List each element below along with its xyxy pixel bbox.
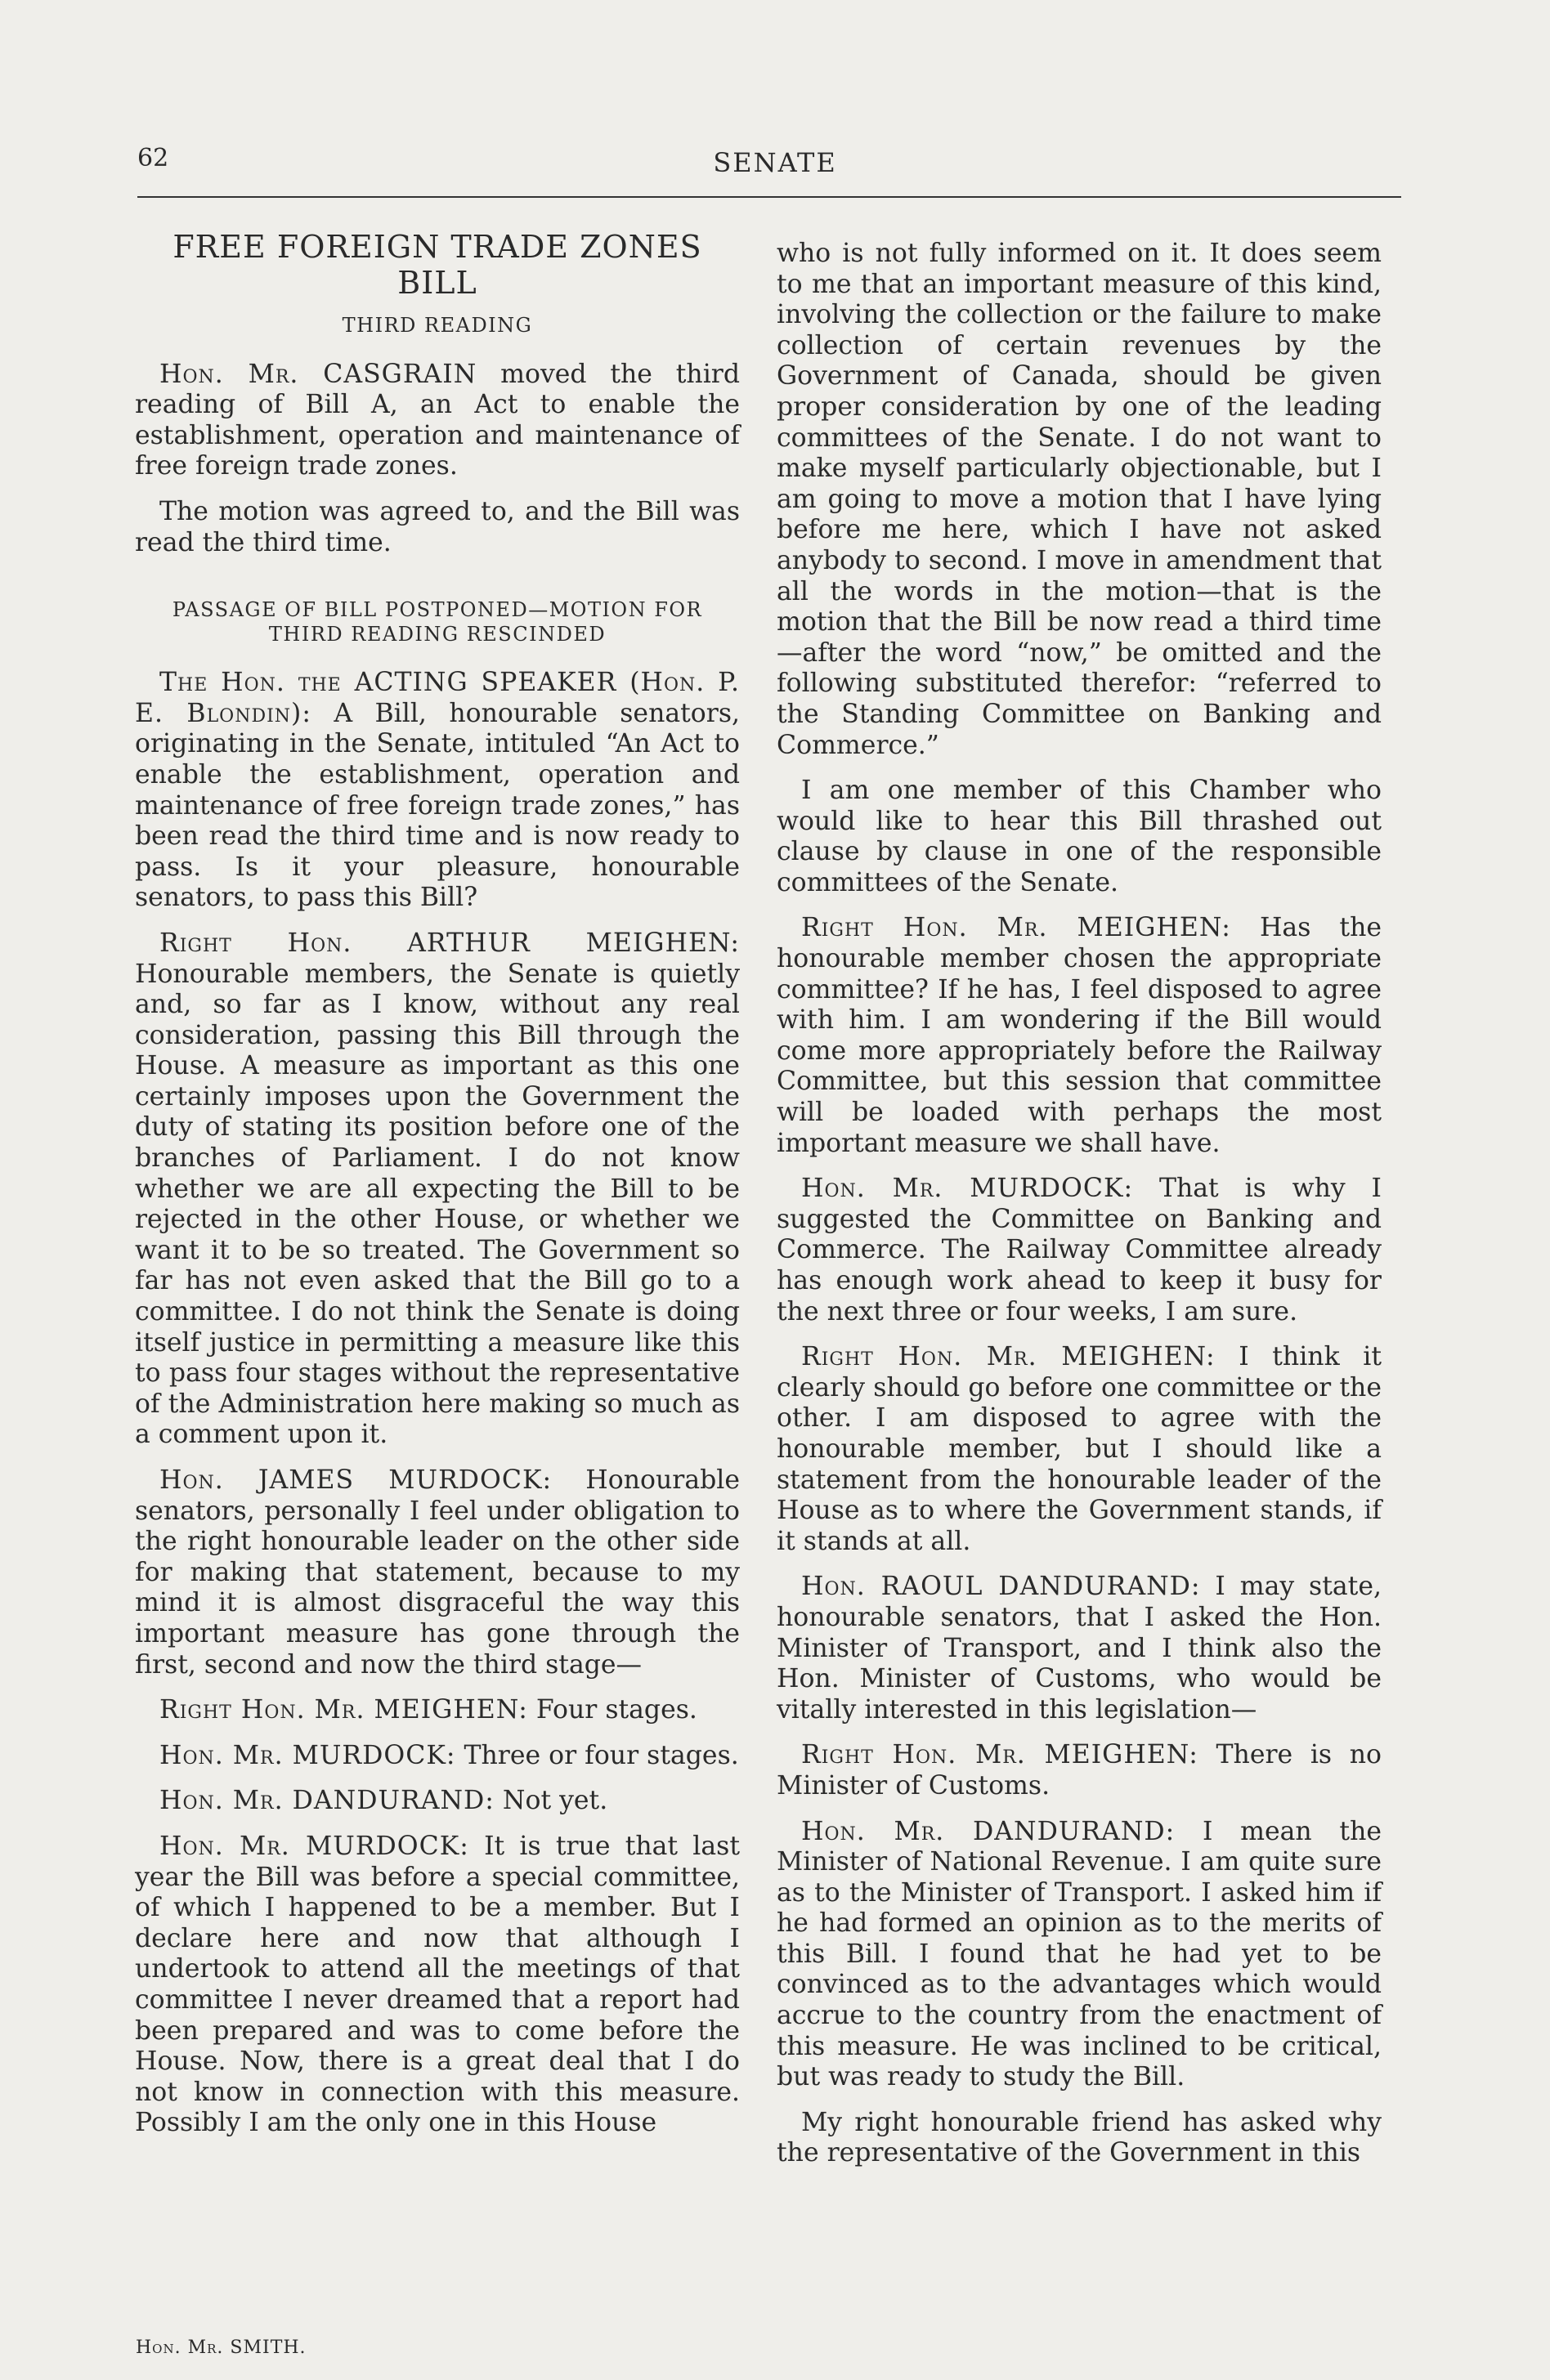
paragraph-text: There is no Minister of Customs. bbox=[777, 1740, 1382, 1801]
speaker-name: Right Hon. Mr. MEIGHEN: bbox=[801, 913, 1231, 943]
paragraph-text: Has the honourable member chosen the appropriate committee? If he has, I feel disposed to agree with him. I am wondering if the Bill would come more appropriately before the Railway Committee, but this session that committee will be loaded with perhaps the most important measure we shall have. bbox=[777, 913, 1382, 1158]
paragraph bbox=[135, 1741, 740, 1772]
page-number: 62 bbox=[137, 144, 169, 172]
paragraph-text: Four stages. bbox=[527, 1695, 697, 1725]
paragraph-text: I think it clearly should go before one committee or the other. I am disposed to agree with the honourable member, but I should like a statement from the honourable leader of the House as to where the Government stands, if it stands at all. bbox=[777, 1342, 1382, 1556]
paragraph-text: I mean the Minister of National Revenue. I am quite sure as to the Minister of Transport. I asked him if he had formed an opinion as to the merits of this Bill. I found that he had yet to be convinced as to the advantages which would accrue to the country from the enactment of this measure. He was inclined to be critical, but was ready to study the Bill. bbox=[777, 1816, 1382, 2092]
speaker-name: Right Hon. Mr. MEIGHEN: bbox=[159, 1695, 528, 1725]
paragraph-text: It is true that last year the Bill was before a special committee, of which I happened to be a member. But I declare here and now that although I undertook to attend all the meetings of that committee I never dreamed that a report had been prepared and was to come before the House. Now, there is a great deal that I do not know in connection with this measure. Possibly I am the only one in this House bbox=[135, 1831, 740, 2138]
footer-speaker-note: Hon. Mr. SMITH. bbox=[136, 2338, 307, 2358]
paragraph bbox=[777, 1740, 1382, 1801]
right-column bbox=[777, 239, 1382, 2184]
paragraph bbox=[135, 668, 740, 914]
paragraph bbox=[777, 913, 1382, 1159]
paragraph-text: Not yet. bbox=[494, 1786, 608, 1816]
paragraph-text: moved the third reading of Bill A, an Act to enable the establishment, operation and maintenance of free foreign trade zones. bbox=[135, 359, 740, 481]
paragraph-text: Honourable senators, personally I feel under obligation to the right honourable leader on the other side for making that statement, because to my mind it is almost disgraceful the way this important measure has gone through the first, second and now the third stage— bbox=[135, 1465, 740, 1680]
speaker-name: Hon. Mr. DANDURAND: bbox=[159, 1786, 495, 1816]
speaker-name: Hon. RAOUL DANDURAND: bbox=[801, 1572, 1201, 1602]
paragraph bbox=[135, 1465, 740, 1680]
speaker-name: Right Hon. Mr. MEIGHEN: bbox=[801, 1342, 1216, 1372]
bill-heading: FREE FOREIGN TRADE ZONES BILL bbox=[172, 229, 702, 301]
paragraph bbox=[135, 360, 740, 482]
paragraph-text: A Bill, honourable senators, originating in the Senate, intituled “An Act to enable the establishment, operation and maintenance of free foreign trade zones,” has been read the third time and is now ready to pass. Is it your pleasure, honourable senators, to pass this Bill? bbox=[135, 698, 740, 913]
section-heading: PASSAGE OF BILL POSTPONED—MOTION FOR THIRD READING RESCINDED bbox=[172, 598, 703, 646]
paragraph-text: Honourable members, the Senate is quietly and, so far as I know, without any real consideration, passing this Bill through the House. A measure as important as this one certainly imposes upon the Government the duty of stating its position before one of the branches of Parliament. I do not know whether we are all expecting the Bill to be rejected in the other House, or whether we want it to be so treated. The Government so far has not even asked that the Bill go to a committee. I do not think the Senate is doing itself justice in permitting a measure like this to pass four stages without the representative of the Administration here making so much as a comment upon it. bbox=[135, 959, 740, 1450]
paragraph-text: That is why I suggested the Committee on Banking and Commerce. The Railway Committee already has enough work ahead to keep it busy for the next three or four weeks, I am sure. bbox=[777, 1174, 1382, 1326]
speaker-name: Hon. JAMES MURDOCK: bbox=[159, 1465, 553, 1495]
speaker-name: Hon. Mr. MURDOCK: bbox=[159, 1740, 456, 1770]
paragraph bbox=[777, 1174, 1382, 1327]
header-rule bbox=[137, 196, 1401, 198]
speaker-name: Right Hon. Mr. MEIGHEN: bbox=[801, 1740, 1198, 1770]
third-reading-subheading: THIRD READING bbox=[342, 314, 533, 337]
speaker-name: Hon. Mr. CASGRAIN bbox=[159, 359, 477, 389]
paragraph: I am one member of this Chamber who would like to hear this Bill thrashed out clause by clause in one of the responsible committees of the Senate. bbox=[777, 776, 1382, 897]
paragraph bbox=[777, 1572, 1382, 1725]
speaker-name: The Hon. the ACTING SPEAKER (Hon. P. E. Blondin): bbox=[135, 668, 740, 728]
paragraph bbox=[135, 928, 740, 1451]
left-column bbox=[135, 229, 740, 2154]
paragraph: My right honourable friend has asked why the representative of the Government in this bbox=[777, 2107, 1382, 2168]
paragraph bbox=[777, 1342, 1382, 1557]
paragraph bbox=[135, 1832, 740, 2139]
speaker-name: Hon. Mr. MURDOCK: bbox=[159, 1831, 469, 1861]
speaker-name: Hon. Mr. MURDOCK: bbox=[801, 1174, 1134, 1204]
paragraph bbox=[135, 1786, 740, 1817]
paragraph bbox=[777, 1817, 1382, 2093]
paragraph-text: Three or four stages. bbox=[455, 1740, 739, 1770]
paragraph-text: I may state, honourable senators, that I asked the Hon. Minister of Transport, and I think also the Hon. Minister of Customs, who would be vitally interested in this legislation— bbox=[777, 1572, 1382, 1725]
speaker-name: Right Hon. ARTHUR MEIGHEN: bbox=[159, 928, 740, 958]
running-title: SENATE bbox=[713, 147, 837, 178]
paragraph bbox=[135, 1695, 740, 1726]
paragraph: The motion was agreed to, and the Bill was read the third time. bbox=[135, 496, 740, 557]
paragraph: who is not fully informed on it. It does seem to me that an important measure of this kind, involving the collection or the failure to make collection of certain revenues by the Government of Canada, should be given proper consideration by one of the leading committees of the Senate. I do not want to make myself particularly objectionable, but I am going to move a motion that I have lying before me here, which I have not asked anybody to second. I move in amendment that all the words in the motion—that is the motion that the Bill be now read a third time—after the word “now,” be omitted and the following substituted therefor: “referred to the Standing Committee on Banking and Commerce.” bbox=[777, 239, 1382, 760]
speaker-name: Hon. Mr. DANDURAND: bbox=[801, 1816, 1176, 1846]
